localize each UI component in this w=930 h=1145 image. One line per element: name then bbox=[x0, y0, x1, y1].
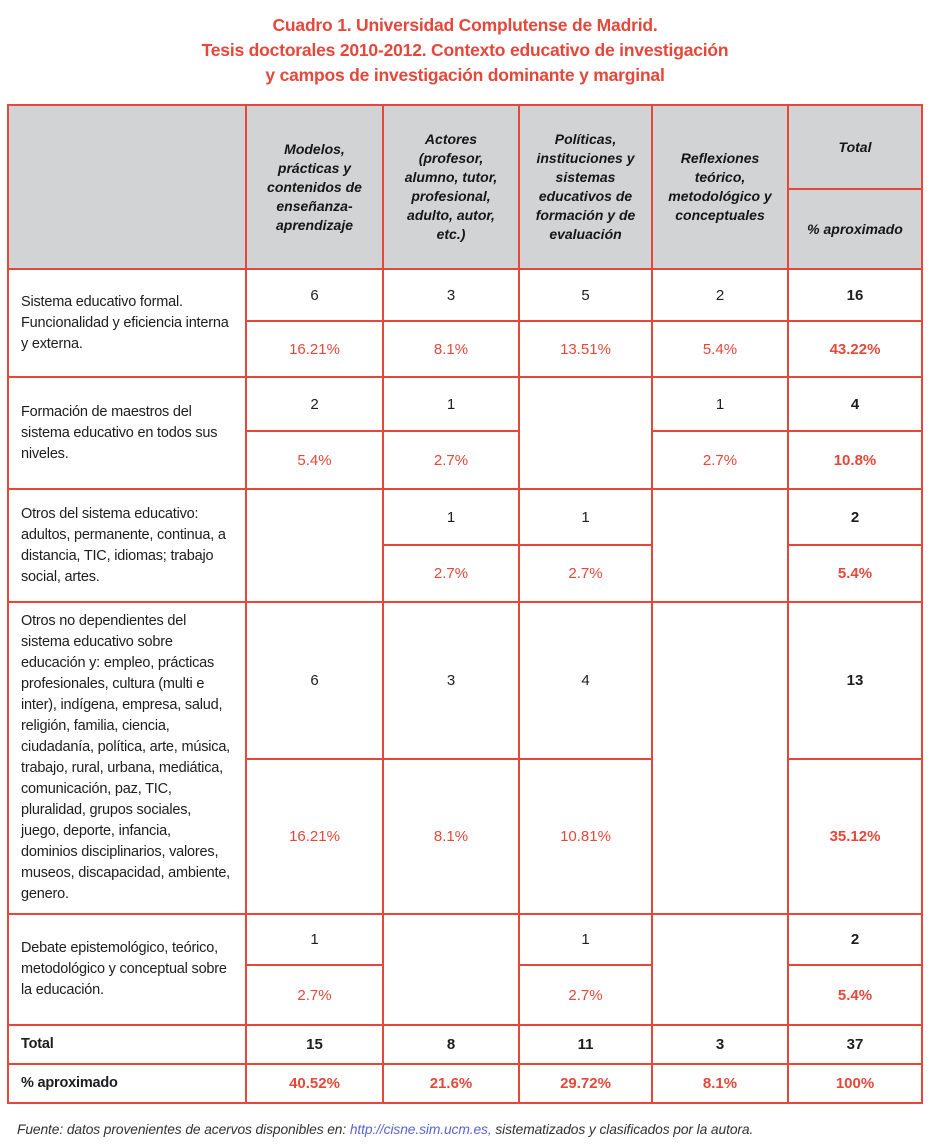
count-cell: 1 bbox=[519, 914, 652, 965]
count-cell: 6 bbox=[246, 602, 383, 759]
source-note-suffix: sistematizados y clasificados por la autora. bbox=[491, 1122, 754, 1137]
count-cell: 2 bbox=[246, 377, 383, 431]
source-note bbox=[17, 1122, 930, 1137]
pct-total-value: 21.6% bbox=[383, 1064, 519, 1103]
row-label: Formación de maestros del sistema educativo en todos sus niveles. bbox=[8, 377, 246, 489]
total-value: 3 bbox=[652, 1025, 788, 1064]
title-line-1: Cuadro 1. Universidad Complutense de Madrid. bbox=[272, 15, 658, 35]
column-header-total: Total bbox=[788, 105, 922, 189]
row-label: Debate epistemológico, teórico, metodológico y conceptual sobre la educación. bbox=[8, 914, 246, 1025]
table-title bbox=[0, 13, 930, 88]
count-cell: 2 bbox=[652, 269, 788, 321]
pct-cell: 10.81% bbox=[519, 759, 652, 915]
empty-cell bbox=[652, 914, 788, 1025]
count-cell: 4 bbox=[519, 602, 652, 759]
empty-cell bbox=[383, 914, 519, 1025]
source-link[interactable]: http://cisne.sim.ucm.es, bbox=[349, 1122, 492, 1137]
count-cell: 5 bbox=[519, 269, 652, 321]
count-cell: 6 bbox=[246, 269, 383, 321]
grand-pct-total-value: 100% bbox=[788, 1064, 922, 1103]
totals-row-label: Total bbox=[8, 1025, 246, 1064]
pct-cell: 13.51% bbox=[519, 321, 652, 377]
column-header-actores: Actores (profesor, alumno, tutor, profesional, adulto, autor, etc.) bbox=[383, 105, 519, 269]
total-value: 11 bbox=[519, 1025, 652, 1064]
table-row bbox=[8, 602, 922, 759]
count-cell: 1 bbox=[519, 489, 652, 545]
pct-total-value: 40.52% bbox=[246, 1064, 383, 1103]
total-count-cell: 2 bbox=[788, 914, 922, 965]
total-count-cell: 2 bbox=[788, 489, 922, 545]
total-count-cell: 16 bbox=[788, 269, 922, 321]
pct-cell: 2.7% bbox=[519, 545, 652, 602]
header-row-top bbox=[8, 105, 922, 189]
row-label: Otros del sistema educativo: adultos, permanente, continua, a distancia, TIC, idiomas; trabajo social, artes. bbox=[8, 489, 246, 602]
table-row bbox=[8, 377, 922, 431]
row-label: Otros no dependientes del sistema educativo sobre educación y: empleo, prácticas profesionales, cultura (multi e inter), indígena, empresa, salud, religión, familia, ciencia, ciudadanía, política, arte, música, trabajo, rural, urbana, mediática, comunicación, paz, TIC, pluralidad, grupos sociales, juego, deporte, infancia, dominios disciplinarios, valores, museos, discapacidad, ambiente, genero. bbox=[8, 602, 246, 914]
pct-cell: 8.1% bbox=[383, 759, 519, 915]
count-cell: 3 bbox=[383, 602, 519, 759]
total-pct-cell: 10.8% bbox=[788, 431, 922, 489]
pct-totals-row-label: % aproximado bbox=[8, 1064, 246, 1103]
corner-cell bbox=[8, 105, 246, 269]
pct-cell: 2.7% bbox=[383, 545, 519, 602]
total-count-cell: 4 bbox=[788, 377, 922, 431]
total-value: 8 bbox=[383, 1025, 519, 1064]
empty-cell bbox=[652, 602, 788, 914]
grand-total-value: 37 bbox=[788, 1025, 922, 1064]
column-header-pct-aproximado: % aproximado bbox=[788, 189, 922, 269]
totals-row bbox=[8, 1025, 922, 1064]
count-cell: 3 bbox=[383, 269, 519, 321]
pct-cell: 16.21% bbox=[246, 321, 383, 377]
empty-cell bbox=[652, 489, 788, 602]
pct-cell: 2.7% bbox=[383, 431, 519, 489]
pct-cell: 2.7% bbox=[246, 965, 383, 1025]
pct-total-value: 8.1% bbox=[652, 1064, 788, 1103]
column-header-reflexiones: Reflexiones teórico, metodológico y conceptuales bbox=[652, 105, 788, 269]
count-cell: 1 bbox=[383, 377, 519, 431]
title-line-2: Tesis doctorales 2010-2012. Contexto educativo de investigación bbox=[201, 40, 729, 60]
table-row bbox=[8, 269, 922, 321]
total-value: 15 bbox=[246, 1025, 383, 1064]
pct-cell: 5.4% bbox=[652, 321, 788, 377]
source-note-prefix: Fuente: datos provenientes de acervos disponibles en: bbox=[17, 1122, 350, 1137]
empty-cell bbox=[519, 377, 652, 489]
table-row bbox=[8, 489, 922, 545]
count-cell: 1 bbox=[383, 489, 519, 545]
pct-cell: 8.1% bbox=[383, 321, 519, 377]
total-pct-cell: 43.22% bbox=[788, 321, 922, 377]
table-row bbox=[8, 914, 922, 965]
total-count-cell: 13 bbox=[788, 602, 922, 759]
pct-cell: 2.7% bbox=[652, 431, 788, 489]
empty-cell bbox=[246, 489, 383, 602]
column-header-modelos: Modelos, prácticas y contenidos de enseñanza-aprendizaje bbox=[246, 105, 383, 269]
count-cell: 1 bbox=[652, 377, 788, 431]
column-header-politicas: Políticas, instituciones y sistemas educativos de formación y de evaluación bbox=[519, 105, 652, 269]
pct-total-value: 29.72% bbox=[519, 1064, 652, 1103]
pct-totals-row bbox=[8, 1064, 922, 1103]
count-cell: 1 bbox=[246, 914, 383, 965]
row-label: Sistema educativo formal. Funcionalidad y eficiencia interna y externa. bbox=[8, 269, 246, 377]
pct-cell: 2.7% bbox=[519, 965, 652, 1025]
pct-cell: 16.21% bbox=[246, 759, 383, 915]
total-pct-cell: 35.12% bbox=[788, 759, 922, 915]
title-line-3: y campos de investigación dominante y marginal bbox=[265, 65, 665, 85]
data-table bbox=[7, 104, 923, 1104]
pct-cell: 5.4% bbox=[246, 431, 383, 489]
total-pct-cell: 5.4% bbox=[788, 965, 922, 1025]
total-pct-cell: 5.4% bbox=[788, 545, 922, 602]
